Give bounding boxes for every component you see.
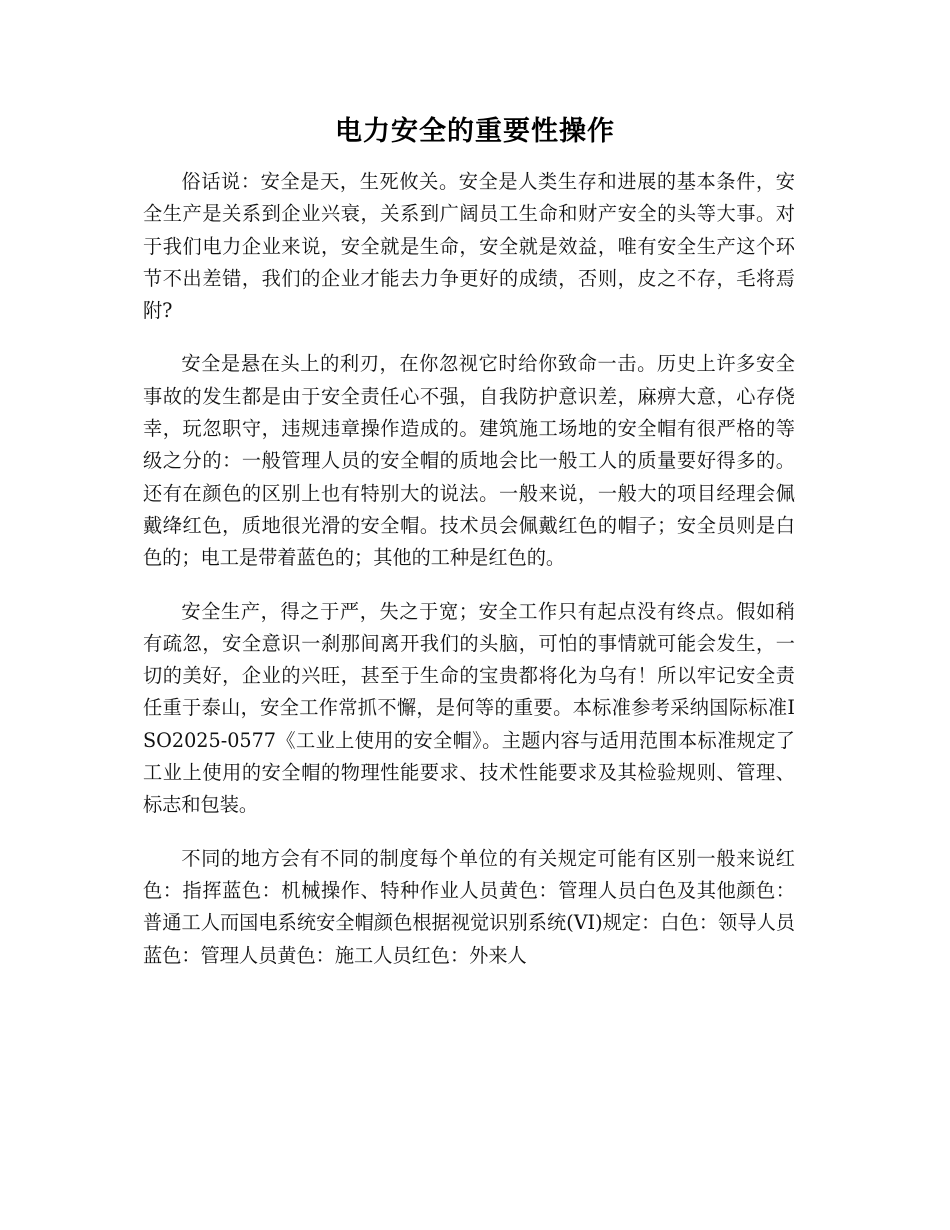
paragraph-3: 安全生产，得之于严，失之于宽；安全工作只有起点没有终点。假如稍有疏忽，安全意识一刹那间离开我们的头脑，可怕的事情就可能会发生，一切的美好，企业的兴旺，甚至于生命的宝贵都将化为乌有！所以牢记安全责任重于泰山，安全工作常抓不懈，是何等的重要。本标准参考采纳国际标准ISO2025-0577《工业上使用的安全帽》。主题内容与适用范围本标准规定了工业上使用的安全帽的物理性能要求、技术性能要求及其检验规则、管理、标志和包装。 [143,599,795,817]
document-title: 电力安全的重要性操作 [335,116,615,147]
paragraph-4: 不同的地方会有不同的制度每个单位的有关规定可能有区别一般来说红色：指挥蓝色：机械操作、特种作业人员黄色：管理人员白色及其他颜色：普通工人而国电系统安全帽颜色根据视觉识别系统(VI)规定：白色：领导人员蓝色：管理人员黄色：施工人员红色：外来人 [143,846,795,967]
paragraph-2: 安全是悬在头上的利刃，在你忽视它时给你致命一击。历史上许多安全事故的发生都是由于安全责任心不强，自我防护意识差，麻痹大意，心存侥幸，玩忽职守，违规违章操作造成的。建筑施工场地的安全帽有很严格的等级之分的：一般管理人员的安全帽的质地会比一般工人的质量要好得多的。还有在颜色的区别上也有特别大的说法。一般来说，一般大的项目经理会佩戴绛红色，质地很光滑的安全帽。技术员会佩戴红色的帽子；安全员则是白色的；电工是带着蓝色的；其他的工种是红色的。 [143,352,795,570]
paragraph-1: 俗话说：安全是天，生死攸关。安全是人类生存和进展的基本条件，安全生产是关系到企业兴衰，关系到广阔员工生命和财产安全的头等大事。对于我们电力企业来说，安全就是生命，安全就是效益，唯有安全生产这个环节不出差错，我们的企业才能去力争更好的成绩，否则，皮之不存，毛将焉附? [143,170,795,323]
document-body [143,166,795,993]
